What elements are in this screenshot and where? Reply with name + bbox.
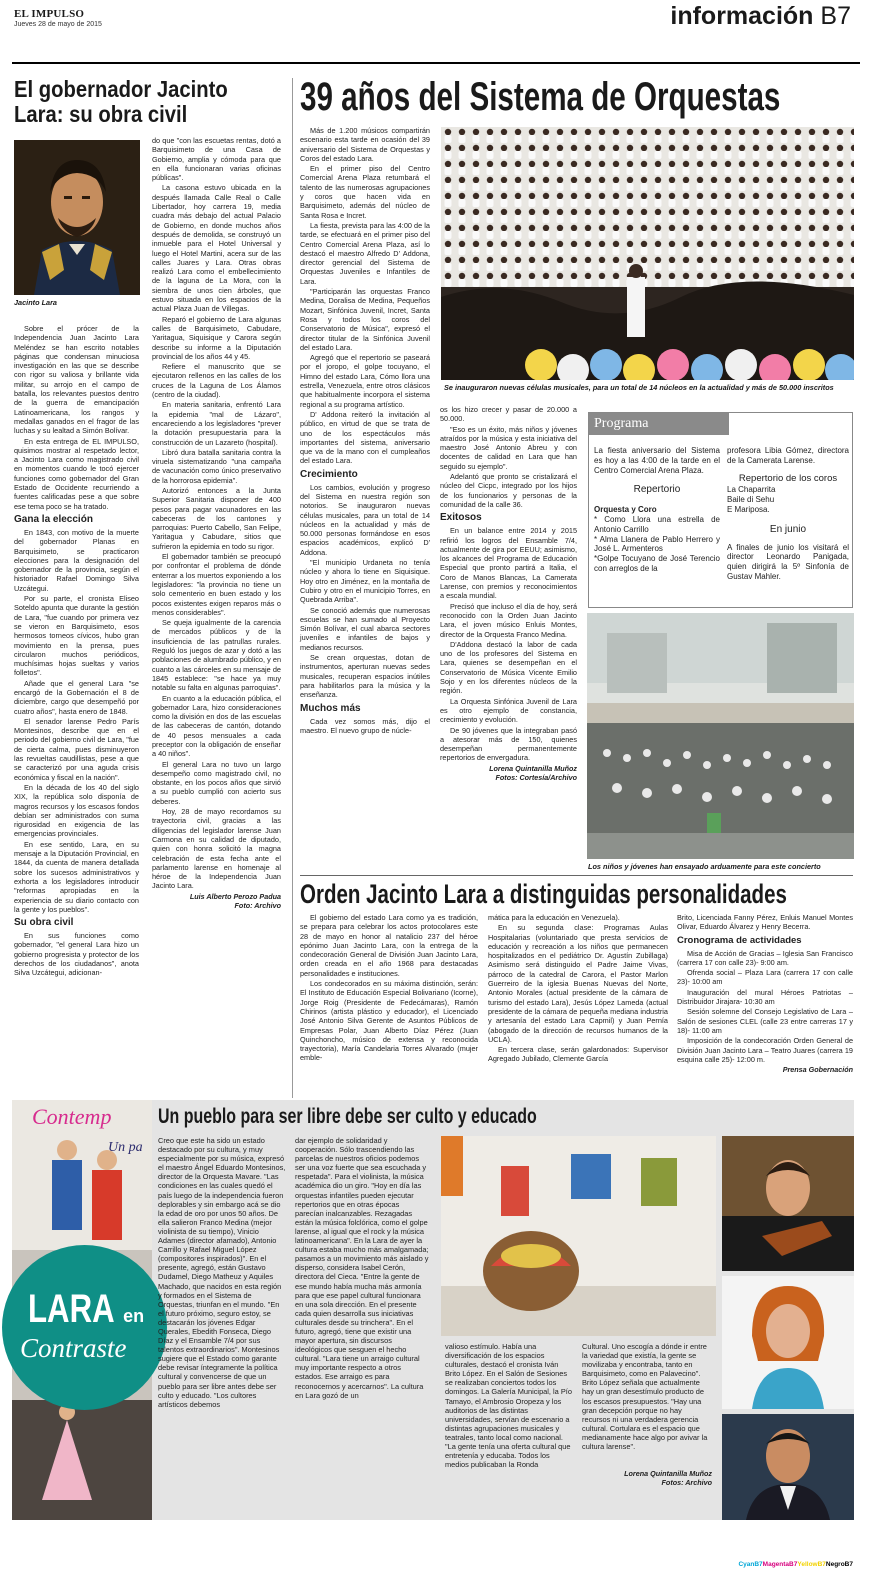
badge-en: en [123, 1306, 145, 1326]
lara-divider [292, 78, 293, 1098]
paragraph: En la década de los 40 del siglo XIX, la república solo disponía de magros recursos y los escasos fondos debían ser administrados con suma rigurosidad en exigencia de las emergencias provinciales. [14, 782, 139, 839]
paragraph: "Eso es un éxito, más niños y jóvenes atraídos por la música y esta iniciativa del maestro José Antonio Abreu y con docentes de calidad en Lara que han seguido su ejemplo". [440, 424, 577, 471]
lara-photo-credit: Foto: Archivo [234, 900, 281, 910]
paragraph: Reparó el gobierno de Lara algunas calles de Barquisimeto, Cabudare, Yaritagua, Siquisique y Carora según describe su informe a la Diputación provincial de los años 44 y 45. [152, 314, 281, 361]
paragraph: Hoy, 28 de mayo recordamos su trayectoria civil, gracias a las diligencias del legislador larense Juan Carmona en su calidad de diputado, quien con honra solicitó la magna celebración de esta fecha ante el parlamento larense en homenaje al héroe de la Independencia Juan Jacinto Lara. [152, 807, 281, 891]
lara-portrait-caption: Jacinto Lara [14, 298, 57, 307]
paragraph: valioso estímulo. Había una diversificación de los espacios culturales, destacó el cronista Iván Brito López. En el Salón de Sesiones se realizaban conciertos todos los domingos. La Galería Municipal, la Pío Tamayo, el Ambrosio Oropeza y los auditorios de las distintas universidades, servían de escenario a distintas agrupaciones musicales y teatrales, tanto local como nacional. "La gente tenía una oferta cultural que entretenía y educaba. Todos los medios publicaban la Ronda [445, 1342, 572, 1470]
paragraph: Por su parte, el cronista Eliseo Soteldo apunta que durante la gestión de Lara, "fue cuando por primera vez se vieron en Barquisimeto, esos hermosos torneos cívicos, hubo gran movimiento en la prensa, pues circularon muchos periódicos, muchísimas hojas sueltas y varios folletos". [14, 594, 139, 678]
orchestra-photo-caption: Se inauguraron nuevas células musicales, para un total de 14 núcleos en la actualidad y más de 50.000 inscritos [444, 383, 834, 392]
paragraph: dar ejemplo de solidaridad y cooperación. Sólo trascendiendo las parcelas de nuestros oficios podemos ser una voz fuerte que sea escuchada y respetada". Para el violinista, la música académica dio un giro. "Hoy en día las orquestas infantiles pueden ejecutar repertorios que en otras épocas parecían inalcanzables. Rezagadas están la música folclórica, como el golpe larense, al igual que el rock y la música latinoamericana". En la Lara de ayer la cultura estaba mucho más amalgamada; pasamos a un movimiento más aislado y disperso, considera Isabel Cerón, directora del Cieca. "Entre la gente de ese mundo había mucha más armonía para que ese papel cultural funcionara en una sola dirección. En el presente cada quien desarrolla sus iniciativas culturales desde su trinchera". En el futuro, agregó, tiene que existir una mayor apertura, sin discursos ideológicos que sesguen el hecho cultural. "Lara tiene un arraigo cultural muy importante respecto a otros estados. Ese arraigo es para reconocernos y acercarnos". La cultura en Lara gozó de un [295, 1136, 429, 1400]
paragraph: En materia sanitaria, enfrentó Lara la epidemia "mal de Lázaro", encareciendo a los legisladores "prever la dotación presupuestaria para la construcción de un Lazareto (hospital). [152, 400, 281, 447]
programa-orquesta-title: Orquesta y Coro [594, 505, 657, 515]
paragraph: La Orquesta Sinfónica Juvenil de Lara es otro ejemplo de constancia, crecimiento y evolución. [440, 696, 577, 725]
section-label [670, 2, 851, 31]
orden-column-3 [677, 913, 853, 1074]
paragraph: Agregó que el repertorio se paseará por el joropo, el golpe tocuyano, el Himno del estado Lara, Cómo llora una estrella, Venezuela, entre otros clásicos que habitualmente incorpora el sistema regional a su programa artístico. [300, 353, 430, 409]
paragraph: Brito, Licenciada Fanny Pérez, Enluis Manuel Montes Olivar, Eduardo Álvarez y Henry Becerra. [677, 913, 853, 932]
pueblo-column-4 [582, 1342, 712, 1487]
subhead-obra: Su obra civil [14, 917, 74, 929]
rehearsal-photo-caption: Los niños y jóvenes han ensayado arduamente para este concierto [588, 862, 821, 871]
programa-left [594, 446, 720, 574]
paragraph: "El municipio Urdaneta no tenía núcleo y ahora lo tiene en Siquisique. Hoy otro en Jiménez, en la montaña de Cubiro y otro en el municipio Torres, en Quebrada Arriba". [300, 558, 430, 605]
subhead-exitosos: Exitosos [440, 512, 482, 524]
paragraph: Autorizó entonces a la Junta Superior Sanitaria disponer de 400 pesos para pagar vacunadores en las cabeceras de los cantones y parroquias: Puerto Cabello, San Felipe, Yaritagua y Cabudare, sitios que sufrieron la epidemia en todo su rigor. [152, 485, 281, 551]
subhead-gana: Gana la elección [14, 513, 93, 525]
pueblo-column-1 [158, 1136, 286, 1409]
orchestra-photo-art [441, 127, 854, 380]
paragraph: En cuanto a la educación pública, el gobernador Lara, hizo consideraciones como la división en dos de las escuelas de las cabeceras de cantón, dotando de 40 pesos mensuales a cada preceptor con la obligación de enseñar a 40 niños". [152, 693, 281, 759]
crono-item: Inauguración del mural Héroes Patriotas – Distribuidor Jirajara- 10:30 am [677, 987, 853, 1007]
subhead-muchos: Muchos más [300, 702, 361, 714]
art-exhibit-photo [441, 1136, 716, 1336]
lara-column-2 [152, 136, 281, 910]
badge-contraste: Contraste [20, 1333, 127, 1363]
rehearsal-photo-art [587, 613, 854, 859]
header-rule [12, 62, 860, 64]
programa-junio: A finales de junio los visitará el director Leonardo Panigada, quien dirigirá la 5º Sinfonía de Gustav Mahler. [727, 542, 849, 581]
woman-portrait-art [722, 1276, 854, 1409]
programa-item: *Golpe Tocuyano de José Terencio con arreglos de la [594, 554, 720, 573]
paragraph: El gobernador también se preocupó por confrontar el problema de dónde enterrar a los muertos exponiendo a los legisladores: "la provincia no tiene un solo cementerio en buen estado y los pocos existentes exigen reparos más o menos considerables". [152, 552, 281, 617]
programa-junio-title: En junio [769, 523, 807, 535]
paragraph: os los hizo crecer y pasar de 20.000 a 50.000. [440, 405, 577, 424]
paragraph: do que "con las escuetas rentas, dotó a Barquisimeto de una Casa de Gobierno, amplia y cómoda para que en ella funcionaran varias oficinas públicas". [152, 136, 281, 183]
programa-coros-title: Repertorio de los coros [738, 472, 838, 484]
paragraph: La fiesta, prevista para las 4:00 de la tarde, se efectuará en el primer piso del Centro Comercial Arena Plaza, así lo destacó el maestro Alfredo D' Addona, director gerencial del Sistema de Orquestas Juveniles e Infantiles de Lara. [300, 220, 430, 286]
paragraph: Añade que el general Lara "se encargó de la Gobernación el 8 de diciembre, cargo que desempeñó por cuatro años", hasta enero de 1848. [14, 678, 139, 716]
paragraph: En tercera clase, serán galardonados: Supervisor Agregado Jubilado, Clemente García [488, 1045, 668, 1064]
orden-headline: Orden Jacinto Lara a distinguidas personalidades [300, 879, 787, 909]
paragraph: Cada vez somos más, dijo el maestro. El nuevo grupo de núcle- [300, 716, 430, 735]
orden-column-1 [300, 913, 478, 1064]
woman-portrait-photo [722, 1276, 854, 1409]
programa-right-top: profesora Libia Gómez, directora de la Camerata Larense. [727, 446, 849, 465]
programa-coro: La Chaparrita [727, 485, 776, 495]
programa-repertorio-title: Repertorio [633, 484, 681, 496]
programa-right [727, 446, 849, 582]
paragraph: En 1843, con motivo de la muerte del gobernador Planas en Barquisimeto, se practicaron elecciones para la designación del gobernador de la provincia, según el historiador Rafael Domingo Silva Uzcátegui. [14, 527, 139, 593]
programa-box [588, 412, 853, 608]
paragraph: En un balance entre 2014 y 2015 refirió los logros del Ensamble 7/4, actualmente de gira por EEUU; asimismo, los alcances del Programa de Educación Especial que pronto partirá a Italia, el Coro de Manos Blancas, La Camerata Larense, con premios y reconocimientos a escala mundial. [440, 526, 577, 601]
programa-coro: Baile di Sehu [727, 495, 775, 505]
pueblo-headline: Un pueblo para ser libre debe ser culto y educado [158, 1105, 537, 1128]
paragraph: En sus funciones como gobernador, "el general Lara hizo un gobierno progresista y protector de los derechos de los ciudadanos", anota Silva Uzcátegui, adicionan- [14, 931, 139, 978]
orquestas-rule [300, 875, 853, 876]
badge-lara: LARA [28, 1287, 115, 1331]
reg-cyan: CyanB7 [738, 1561, 763, 1568]
pueblo-byline: Lorena Quintanilla Muñoz [624, 1469, 712, 1479]
page-number: B7 [820, 2, 851, 30]
man-portrait-photo [722, 1414, 854, 1520]
paragraph: De 90 jóvenes que la integraban pasó a atesorar más de 150, quienes desempeñan permanentemente repertorios de envergadura. [440, 725, 577, 763]
paragraph: La casona estuvo ubicada en la después llamada Calle Real o Calle Libertador, hoy carrera 19, media cuadra más debajo del actual Palacio de Gobierno, en donde muchos años después de demolida, se construyó un inmueble para el Hotel Universal y luego el Hotel Martini, acera sur de las calles Juares y Lara. Otras obras realizó Lara como el embellecimiento de la laguna de La Mora, con la siembra de unos cien árboles, que estuvo situada en los espacios de la actual Plaza Juan de Villegas. [152, 183, 281, 314]
paragraph: D'Addona destacó la labor de cada uno de los profesores del Sistema en Lara, quienes se desempeñan en el Conservatorio de Música Vicente Emilio Sojo y en los diferentes núcleos de la región. [440, 639, 577, 696]
violinist-photo-art [722, 1136, 854, 1271]
lara-byline: Luis Alberto Perozo Padua [189, 891, 281, 901]
paragraph: En ese sentido, Lara, en su mensaje a la Diputación Provincial, en 1844, da cuenta de manera detallada sobre los sucesos administrativos y exhorta a los legisladores introducir "reformas apropiadas en la experiencia de su diario contacto con la gente y los pueblos". [14, 839, 139, 914]
masthead: EL IMPULSO [14, 8, 85, 20]
color-registration-footer [738, 1561, 853, 1568]
orchestra-photo [441, 127, 854, 380]
orden-credit: Prensa Gobernación [782, 1065, 853, 1075]
reg-yellow: YellowB7 [797, 1561, 826, 1568]
pueblo-credit: Fotos: Archivo [661, 1478, 712, 1488]
paragraph: "Participarán las orquestas Franco Medina, Doralisa de Medina, Pequeños Mozart, Sinfónica Juvenil, Incret, Santa Rosa y todos los coros del Conservatorio de Música", expresó el director titular de la Sinfónica Juvenil del estado Lara. [300, 287, 430, 352]
lara-column-1 [14, 324, 139, 979]
paragraph: En el primer piso del Centro Comercial Arena Plaza retumbará el talento de las numerosas agrupaciones y coros que hacen vida en Barquisimeto, además del núcleo de Santa Rosa e Incret. [300, 164, 430, 220]
orquestas-photo-credit: Fotos: Cortesía/Archivo [495, 772, 577, 782]
orquestas-column-b [440, 405, 577, 782]
pueblo-column-3 [445, 1342, 573, 1469]
orquestas-byline: Lorena Quintanilla Muñoz [489, 763, 577, 773]
man-portrait-art [722, 1414, 854, 1520]
paragraph: El general Lara no tuvo un largo desempeño como magistrado civil, no obstante, en los pocos años que sirvió a su pueblo cumplió con acierto sus deberes. [152, 759, 281, 806]
violinist-photo [722, 1136, 854, 1271]
paragraph: Se conoció además que numerosas escuelas se han sumado al Proyecto Simón Bolívar, el cual abarca sectores juveniles e infantiles de bajos y medianos recursos. [300, 605, 430, 652]
lara-en-contraste-badge [2, 1245, 167, 1410]
paragraph: Libró dura batalla sanitaria contra la viruela sistematizando "una campaña de vacunación como único preservativo de la horrorosa epidemia". [152, 447, 281, 485]
paragraph: Los condecorados en su máxima distinción, serán: El Instituto de Educación Especial Bolivariano (Icorne), Jorge Roig (Presidente de Fedecámaras), Ramón Chirinos (artista plástico y educador), el Licenciado José Antonio Silva Gerente de Asuntos Públicos de Empresas Polar, Juan Alberto Díaz Pérez (Juan Quinchoncho, músico de extensa y reconocida trayectoria), María Candelaria Torres Alvarado (mujer emble- [300, 979, 478, 1063]
programa-item: * Alma Llanera de Pablo Herrero y José L. Armenteros [594, 534, 720, 554]
orden-column-2 [488, 913, 668, 1065]
subhead-crecimiento: Crecimiento [300, 468, 358, 480]
programa-intro: La fiesta aniversario del Sistema es hoy a las 4:00 de la tarde en el Centro Comercial Arena Plaza. [594, 446, 720, 475]
paragraph: mática para la educación en Venezuela). [488, 913, 620, 922]
crono-item: Ofrenda social – Plaza Lara (carrera 17 con calle 23)- 10:00 am [677, 968, 853, 987]
paragraph: Cultural. Uno escogía a dónde ir entre la variedad que existía, la gente se movilizaba y encontraba, tanto en Barquisimeto, como en Palavecino". Brito López señala que actualmente hay un gran desestímulo producto de los escasos presupuestos. "Hay una gran decepción porque no hay recursos ni una verdadera gerencia cultural. Cortulara es el espacio que medianamente hace algo por avivar la cultura larense". [582, 1342, 708, 1452]
rehearsal-photo [587, 613, 854, 859]
orquestas-column-a [300, 126, 430, 736]
lara-portrait-art [14, 140, 140, 295]
paragraph: En esta entrega de EL IMPULSO, quisimos mostrar al respetado lector, a Jacinto Lara como magistrado civil en momentos cuando le tocó ejercer funciones como gobernador del Gran Estado de Occidente recurriendo a fuentes calificadas pese a que sobre ese tema poco se ha tratado. [14, 436, 139, 511]
lara-headline: El gobernador Jacinto Lara: su obra civil [14, 76, 228, 127]
crono-item: Sesión solemne del Consejo Legislativo de Lara – Salón de sesiones CLEL (calle 23 entre carreras 17 y 18)- 11:00 am [677, 1007, 853, 1035]
paragraph: Precisó que incluso el día de hoy, será reconocido con la Orden Juan Jacinto Lara, el joven músico Enluis Montes, director de la Orquesta Franco Medina. [440, 601, 577, 639]
lara-portrait [14, 140, 140, 295]
paragraph: Refiere el manuscrito que se ejecutaron rellenos en las calles de los cruces de la Laguna de Los Álamos (centro de la ciudad). [152, 362, 281, 400]
orquestas-headline: 39 años del Sistema de Orquestas [300, 75, 781, 119]
pueblo-column-2 [295, 1136, 430, 1400]
programa-item: * Como Llora una estrella de Antonio Carrillo [594, 514, 720, 534]
crono-item: Imposición de la condecoración Orden General de División Juan Jacinto Lara – Teatro Juares (carrera 19 esquina calle 25)- 12:00 m. [677, 1036, 853, 1064]
paragraph: Más de 1.200 músicos compartirán escenario esta tarde en ocasión del 39 aniversario del Sistema de Orquestas y Coros del estado Lara. [300, 126, 430, 163]
paragraph: Creo que este ha sido un estado destacado por su cultura, y muy especialmente por su música, expresó el maestro Ángel Eduardo Montesinos, director de la Orquesta Mavare. "Las condiciones en las cuales quedó el país luego de la independencia fueron deplorables y sin embargo acá se dio la edad de oro por unos 50 años. De ella salieron Franco Medina (mejor violinista de su tiempo), Vinicio Adames (director afamado), Antonio Carrillo y Rafael Miguel López (compositores inspirados)". En el presente, agregó, están Gustavo Dudamel, Diego Matheuz y Aquiles Machado, que nacidos en esta región y formados en el Sistema de Orquestas, triunfan en el mundo. "En el futuro próximo, seguro estoy, se destacarán los jóvenes Edgar Querales, Ebedith Fonseca, Diego Díaz y el Ensamble 7/4 por sus talentos extraordinarios". Montesinos sugiere que el Estado como garante debe revisar íntegramente la política cultural y convencerse de que un pueblo para ser libre antes debe ser culto y educado. "Los cultores artísticos debemos [158, 1136, 286, 1409]
sign-contemp: Contemp [32, 1104, 112, 1129]
programa-title: Programa [589, 413, 729, 435]
sign-un-pa: Un pa [108, 1140, 143, 1155]
issue-date: Jueves 28 de mayo de 2015 [14, 21, 102, 28]
paragraph: Los cambios, evolución y progreso del Sistema en nuestra región son notorios. Se inauguraron nuevas células musicales, para un total de 14 núcleos en la actualidad y más de 50.000 personas formándose en esos espacios académicos, explicó D' Addona. [300, 482, 430, 557]
programa-coro: E Mariposa. [727, 504, 770, 514]
subhead-cronograma: Cronograma de actividades [677, 934, 802, 946]
art-exhibit-photo-art [441, 1136, 716, 1336]
crono-item: Misa de Acción de Gracias – Iglesia San Francisco (carrera 17 con calle 23)- 9:00 am. [677, 948, 853, 967]
paragraph: Sobre el prócer de la Independencia Juan Jacinto Lara Meléndez se han escrito notables páginas que condensan minuciosa investigación en las que se describe con rigor su valiosa y brillante vida militar, su arrojo en el campo de batalla, los relevantes puestos dentro de la guerra de emancipación Latinoamericana, los rangos y medallas ganados en el fragor de las luchas y su lealtad a Simón Bolívar. [14, 324, 139, 436]
paragraph: En su segunda clase: Programas Aulas Hospitalarias (voluntariado que presta servicios de educación y recreación a los niños que permanecen hospitalizados en el pediátrico Dr. Agustín Zubillaga) Asimismo será distinguido el Padre Jaime Vivas, párroco de la catedral de Carora, el Pastor Marlon Guerreiro de la iglesia Buenas Nuevas del Norte, Antonio Morales (actual presidente de la cámara de turismo del estado Lara), Jesús López Lameda (actual presidente de la cámara de pequeña mediana industria y artesanía del estado Lara Capmil) y Juan Pernía (abogado de la dirección de recursos humanos de la UCLA). [488, 923, 668, 1044]
paragraph: Se queja igualmente de la carencia de mercados públicos y de la insuficiencia de las patrullas rurales. Reguló los juegos de azar y dotó a las poblaciones de alumbrado público, y en cuanto a las cárceles en su mensaje de 1845 establece: "se hace ya muy notable su falta en algunas parroquias". [152, 618, 281, 693]
paragraph: El gobierno del estado Lara como ya es tradición, se prepara para celebrar los actos protocolares este 28 de mayo en honor al natalicio 237 del héroe epónimo Juan Jacinto Lara, con la entrega de la condecoración General de División Juan Jacinto Lara, orden creada en el año 1968 para destacadas personalidades e instituciones. [300, 913, 478, 978]
reg-negro: NegroB7 [825, 1561, 853, 1568]
paragraph: Se crean orquestas, dotan de instrumentos, aperturan nuevas sedes musicales, recuperan espacios inútiles para habilitarlos para la música y la enseñanza. [300, 653, 430, 700]
paragraph: D' Addona reiteró la invitación al público, en virtud de que se trata de uno de los espectáculos más importantes del sistema, aniversario que va de la mano con el cumpleaños del estado Lara. [300, 409, 430, 466]
section-name: información [670, 2, 814, 30]
paragraph: El senador larense Pedro París Montesinos, describe que en el periodo del gobierno civil de Lara, "fue de cierta calma, pues disminuyeron las revueltas caudillistas, pese a que se caracterizó por una aguda crisis económica y fiscal en la nación". [14, 716, 139, 782]
paragraph: Adelantó que pronto se cristalizará el núcleo del Cicpc, integrado por los hijos de los funcionarios y personas de la comunidad de la calle 36. [440, 472, 577, 509]
reg-magenta: MagentaB7 [762, 1561, 798, 1568]
